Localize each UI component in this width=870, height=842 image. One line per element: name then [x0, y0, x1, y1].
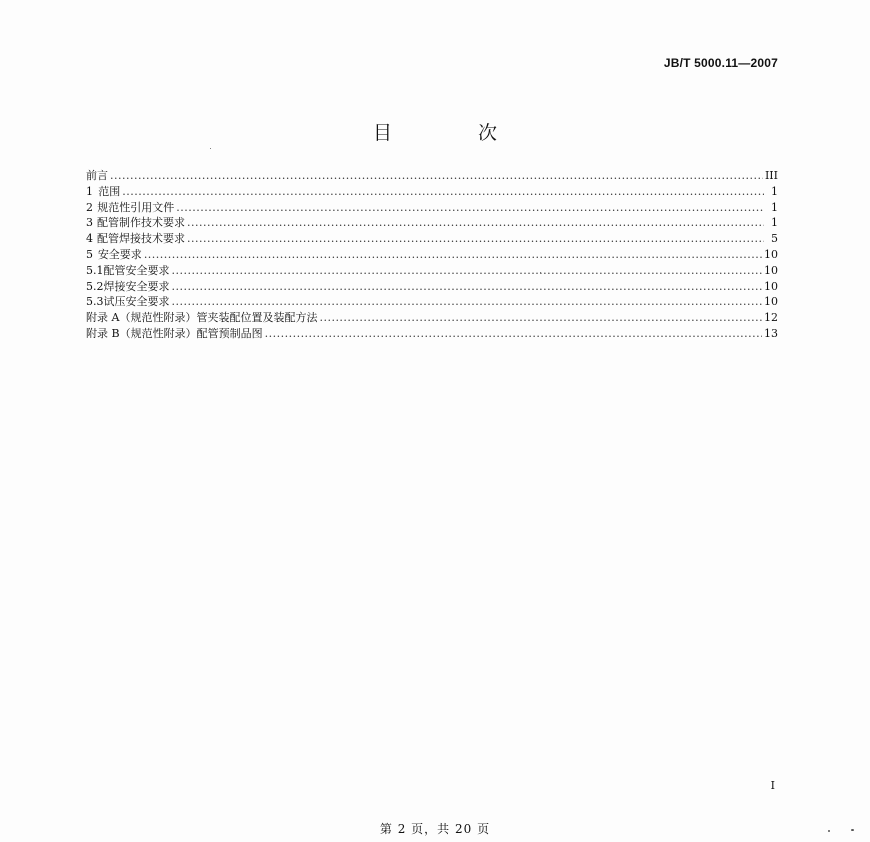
- toc-entry-label: 焊接安全要求: [103, 279, 170, 293]
- toc-leader-dots: [172, 294, 763, 310]
- toc-entry-label: 配管安全要求: [103, 263, 170, 277]
- toc-entry-piping-safety[interactable]: [86, 263, 778, 279]
- toc-entry-label: 附录 B（规范性附录）配管预制品图: [86, 326, 263, 340]
- toc-entry-number: 5.3: [86, 295, 104, 309]
- toc-entry-safety[interactable]: [86, 247, 778, 263]
- toc-entry-welding-safety[interactable]: [86, 279, 778, 295]
- toc-entry-piping-fabrication[interactable]: [86, 215, 778, 231]
- scan-speck: [540, 272, 541, 273]
- scan-speck: [851, 829, 854, 831]
- toc-entry-label: 范围: [98, 184, 121, 198]
- toc-entry-number: 4: [86, 232, 93, 246]
- toc-leader-dots: [187, 215, 764, 231]
- toc-entry-label: 配管制作技术要求: [97, 216, 186, 230]
- toc-entry-page: 13: [764, 326, 778, 340]
- toc-entry-number: 5.2: [86, 279, 104, 293]
- toc-leader-dots: [187, 231, 764, 247]
- toc-leader-dots: [265, 326, 762, 342]
- toc-entry-page: 10: [764, 295, 778, 309]
- toc-leader-dots: [172, 279, 763, 295]
- toc-leader-dots: [144, 247, 762, 263]
- scan-speck: [210, 148, 211, 149]
- toc-entry-page: 10: [764, 247, 778, 261]
- toc-entry-piping-welding[interactable]: [86, 231, 778, 247]
- toc-leader-dots: [122, 184, 764, 200]
- roman-page-number: I: [770, 779, 775, 792]
- toc-entry-page: 10: [764, 279, 778, 293]
- toc-entry-normative-references[interactable]: [86, 200, 778, 216]
- toc-entry-label: 安全要求: [97, 247, 142, 261]
- toc-entry-foreword[interactable]: [86, 168, 778, 184]
- toc-entry-annex-a[interactable]: [86, 310, 778, 326]
- toc-entry-number: 2: [86, 200, 93, 214]
- scan-speck: [828, 830, 830, 832]
- standard-number: JB/T 5000.11—2007: [663, 56, 778, 70]
- page-counter: 第 2 页，共 20 页: [379, 822, 491, 836]
- toc-entry-number: 5.1: [86, 263, 104, 277]
- toc-leader-dots: [110, 168, 763, 184]
- toc-entry-label: 规范性引用文件: [97, 200, 175, 214]
- table-of-contents: [86, 168, 778, 342]
- toc-entry-label: 附录 A（规范性附录）管夹装配位置及装配方法: [86, 311, 318, 325]
- toc-entry-number: 3: [86, 216, 93, 230]
- toc-entry-page: 5: [771, 232, 778, 246]
- toc-entry-scope[interactable]: [86, 184, 778, 200]
- toc-leader-dots: [176, 200, 764, 216]
- toc-entry-page: 1: [771, 184, 778, 198]
- toc-leader-dots: [172, 263, 763, 279]
- toc-leader-dots: [319, 310, 762, 326]
- toc-entry-annex-b[interactable]: [86, 326, 778, 342]
- toc-entry-number: 1: [86, 184, 93, 198]
- toc-entry-label: 前言: [86, 169, 108, 182]
- toc-entry-pressure-test-safety[interactable]: [86, 294, 778, 310]
- toc-entry-label: 试压安全要求: [103, 295, 170, 309]
- toc-entry-page: 10: [764, 263, 778, 277]
- toc-entry-page: 12: [764, 311, 778, 325]
- toc-entry-page: 1: [771, 200, 778, 214]
- toc-entry-page: III: [764, 169, 778, 182]
- toc-entry-page: 1: [771, 216, 778, 230]
- toc-entry-label: 配管焊接技术要求: [97, 232, 186, 246]
- toc-title: 目 次: [372, 122, 538, 144]
- toc-entry-number: 5: [86, 247, 93, 261]
